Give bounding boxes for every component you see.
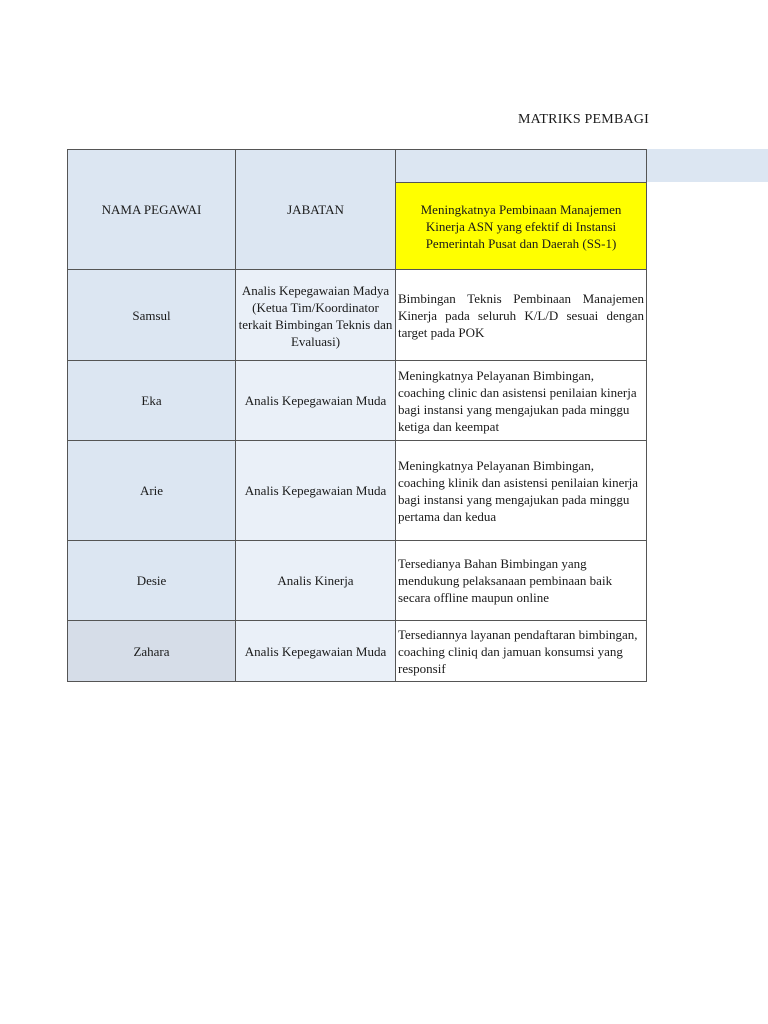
table-row [68, 441, 647, 541]
cell-uraian: Meningkatnya Pelayanan Bimbingan, coaching clinic dan asistensi penilaian kinerja bagi instansi yang mengajukan pada minggu ketiga dan keempat [396, 361, 647, 441]
cell-uraian: Meningkatnya Pelayanan Bimbingan, coaching klinik dan asistensi penilaian kinerja bagi instansi yang mengajukan pada minggu pertama dan kedua [396, 441, 647, 541]
header-jabatan: JABATAN [236, 150, 396, 270]
table-row [68, 270, 647, 361]
header-row-top [68, 150, 647, 183]
table-row [68, 621, 647, 682]
cell-nama: Arie [68, 441, 236, 541]
assignment-matrix-table [67, 149, 647, 682]
header-sasaran-strategis: Meningkatnya Pembinaan Manajemen Kinerja ASN yang efektif di Instansi Pemerintah Pusat dan Daerah (SS-1) [396, 183, 647, 270]
cell-nama: Zahara [68, 621, 236, 682]
table-row [68, 361, 647, 441]
cell-uraian: Tersediannya layanan pendaftaran bimbingan, coaching cliniq dan jamuan konsumsi yang responsif [396, 621, 647, 682]
cell-uraian: Tersedianya Bahan Bimbingan yang mendukung pelaksanaan pembinaan baik secara offline maupun online [396, 541, 647, 621]
document-title: MATRIKS PEMBAGI [518, 112, 649, 127]
cell-nama: Eka [68, 361, 236, 441]
cell-jabatan: Analis Kepegawaian Madya (Ketua Tim/Koordinator terkait Bimbingan Teknis dan Evaluasi) [236, 270, 396, 361]
cell-jabatan: Analis Kepegawaian Muda [236, 361, 396, 441]
cell-nama: Desie [68, 541, 236, 621]
cell-nama: Samsul [68, 270, 236, 361]
cell-uraian: Bimbingan Teknis Pembinaan Manajemen Kinerja pada seluruh K/L/D sesuai dengan target pada POK [396, 270, 647, 361]
table-row [68, 541, 647, 621]
header-nama-pegawai: NAMA PEGAWAI [68, 150, 236, 270]
cell-jabatan: Analis Kepegawaian Muda [236, 441, 396, 541]
cell-jabatan: Analis Kepegawaian Muda [236, 621, 396, 682]
header-band-overflow [646, 149, 768, 182]
cell-jabatan: Analis Kinerja [236, 541, 396, 621]
header-blank-cell [396, 150, 647, 183]
